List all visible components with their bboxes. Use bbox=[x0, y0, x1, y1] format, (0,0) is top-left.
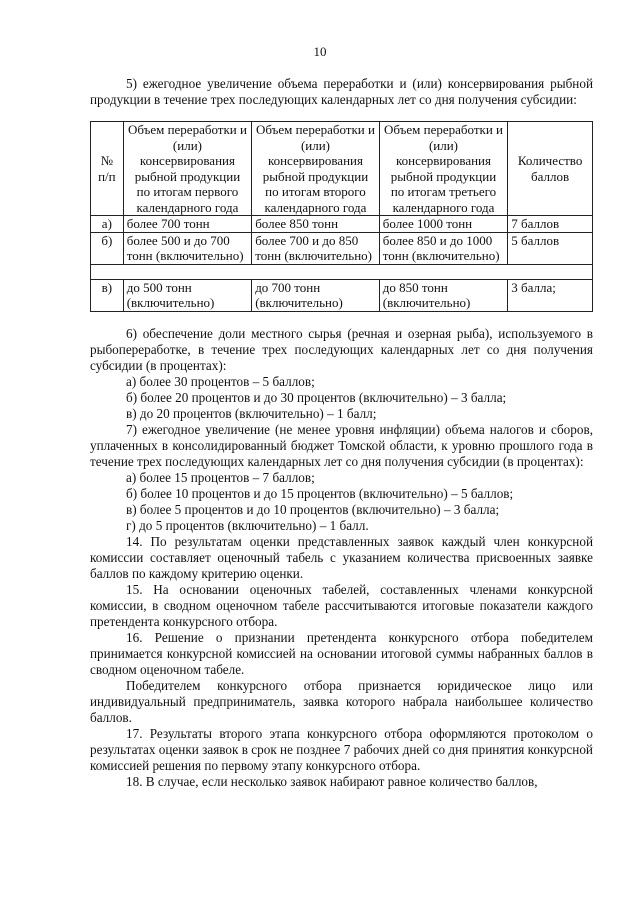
table-cell: более 500 и до 700 тонн (включительно) bbox=[123, 232, 251, 264]
list-item: а) более 15 процентов – 7 баллов; bbox=[126, 469, 315, 485]
page-number: 10 bbox=[313, 44, 327, 59]
clause-15: 15. На основании оценочных табелей, составленных членами конкурсной комиссии, в сводном оценочном табеле рассчитываются итоговые показатели каждого претендента конкурсного отбора. bbox=[90, 581, 593, 629]
header-year-1: Объем переработки и (или) консервирования рыбной продукции по итогам первого календарного года bbox=[123, 122, 251, 216]
table-cell: более 1000 тонн bbox=[379, 216, 507, 233]
scoring-table bbox=[90, 121, 593, 312]
table-cell: более 700 тонн bbox=[123, 216, 251, 233]
table-row-spacer bbox=[91, 264, 593, 279]
header-points: Количество баллов bbox=[508, 122, 593, 216]
criterion-6: 6) обеспечение доли местного сырья (речная и озерная рыба), используемого в рыбопереработке, в течение трех последующих календарных лет со дня получения субсидии (в процентах): bbox=[90, 325, 593, 373]
header-year-2: Объем переработки и (или) консервирования рыбной продукции по итогам второго календарного года bbox=[252, 122, 380, 216]
table-cell: более 850 тонн bbox=[252, 216, 380, 233]
table-row bbox=[91, 216, 593, 233]
list-item: б) более 10 процентов и до 15 процентов (включительно) – 5 баллов; bbox=[126, 485, 514, 501]
list-item: в) до 20 процентов (включительно) – 1 балл; bbox=[126, 405, 377, 421]
table-cell: в) bbox=[91, 279, 124, 311]
table-cell: более 850 и до 1000 тонн (включительно) bbox=[379, 232, 507, 264]
criterion-7: 7) ежегодное увеличение (не менее уровня инфляции) объема налогов и сборов, уплаченных в консолидированный бюджет Томской области, к уровню прошлого года в течение трех последующих календарных лет со дня получения субсидии (в процентах): bbox=[90, 421, 593, 469]
table-cell: б) bbox=[91, 232, 124, 264]
clause-17: 17. Результаты второго этапа конкурсного отбора оформляются протоколом о результатах оценки заявок в срок не позднее 7 рабочих дней со дня принятия конкурсной комиссией решения по первому этапу конкурсного отбора. bbox=[90, 725, 593, 773]
list-item: а) более 30 процентов – 5 баллов; bbox=[126, 373, 315, 389]
table-cell: до 700 тонн (включительно) bbox=[252, 279, 380, 311]
table-row bbox=[91, 232, 593, 264]
table-row bbox=[91, 279, 593, 311]
winner-paragraph: Победителем конкурсного отбора признается юридическое лицо или индивидуальный предприниматель, заявка которого набрала наибольшее количество баллов. bbox=[90, 677, 593, 725]
table-cell: 7 баллов bbox=[508, 216, 593, 233]
list-item: в) более 5 процентов и до 10 процентов (включительно) – 3 балла; bbox=[126, 501, 500, 517]
clause-14: 14. По результатам оценки представленных заявок каждый член конкурсной комиссии составляет оценочный табель с указанием количества присвоенных заявке баллов по каждому критерию оценки. bbox=[90, 533, 593, 581]
clause-18: 18. В случае, если несколько заявок набирают равное количество баллов, bbox=[126, 773, 538, 789]
table-cell: до 850 тонн (включительно) bbox=[379, 279, 507, 311]
document-body bbox=[90, 76, 593, 790]
table-header-row bbox=[91, 122, 593, 216]
clause-16: 16. Решение о признании претендента конкурсного отбора победителем принимается конкурсной комиссией на основании итоговой суммы набранных баллов в сводном оценочном табеле. bbox=[90, 629, 593, 677]
intro-paragraph: 5) ежегодное увеличение объема переработки и (или) консервирования рыбной продукции в течение трех последующих календарных лет со дня получения субсидии: bbox=[90, 76, 593, 107]
header-year-3: Объем переработки и (или) консервирования рыбной продукции по итогам третьего календарного года bbox=[379, 122, 507, 216]
list-item: б) более 20 процентов и до 30 процентов (включительно) – 3 балла; bbox=[126, 389, 507, 405]
table-cell: более 700 и до 850 тонн (включительно) bbox=[252, 232, 380, 264]
list-item: г) до 5 процентов (включительно) – 1 балл. bbox=[126, 517, 369, 533]
table-cell: 3 балла; bbox=[508, 279, 593, 311]
table-cell: а) bbox=[91, 216, 124, 233]
header-number: № п/п bbox=[91, 122, 124, 216]
table-cell: 5 баллов bbox=[508, 232, 593, 264]
table-cell: до 500 тонн (включительно) bbox=[123, 279, 251, 311]
